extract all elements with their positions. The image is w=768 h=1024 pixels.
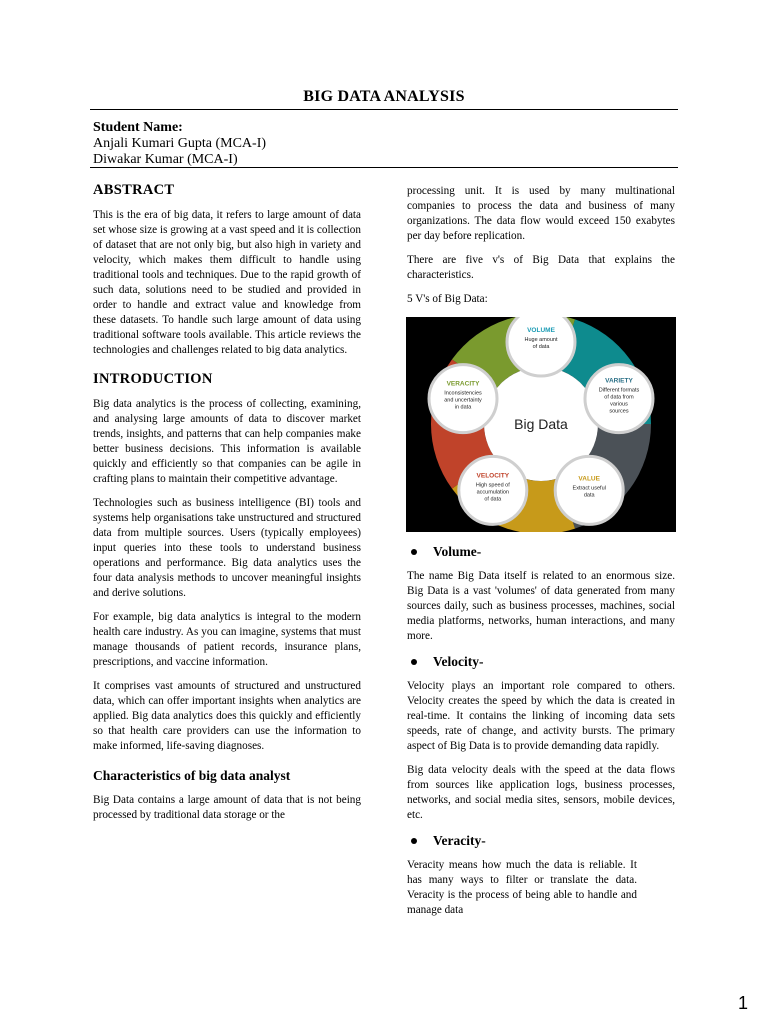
characteristics-text: Big Data contains a large amount of data that is not being processed by traditional data storage or the	[93, 794, 361, 821]
node-description: various	[610, 401, 628, 408]
node-description: sources	[609, 408, 629, 415]
diagram-node-velocity	[459, 456, 527, 524]
page-number: 1	[737, 993, 748, 1013]
section-paragraph: Veracity means how much the data is reliable. It has many ways to filter or translate the data. Veracity is the process of being able to handle and manage data	[407, 859, 637, 916]
node-title: VERACITY	[446, 380, 480, 388]
node-title: VELOCITY	[476, 472, 510, 480]
node-title: VARIETY	[605, 377, 633, 385]
node-description: Different formats	[598, 387, 640, 394]
intro-paragraph: For example, big data analytics is integral to the modern health care industry. As you can imagine, systems that must manage thousands of patient records, insurance plans, prescriptions, and vaccine information.	[93, 611, 361, 668]
right-column	[407, 184, 675, 927]
bullet-icon	[411, 549, 417, 555]
node-title: VOLUME	[527, 327, 555, 334]
section-paragraph: Big data velocity deals with the speed at the data flows from sources like application logs, business processes, networks, and social media sites, sensors, mobile devices, etc.	[407, 764, 675, 821]
node-description: in data	[454, 404, 472, 411]
section-heading-velocity	[407, 654, 675, 669]
node-description: data	[583, 492, 595, 499]
bullet-icon	[411, 659, 417, 665]
author-name: Anjali Kumari Gupta (MCA-I)	[93, 136, 267, 151]
intro-paragraph: Big data analytics is the process of collecting, examining, and analysing large amounts of data to discover market trends, insights, and patterns that can help companies make better business decisions. This information is available quickly and efficiently so that companies can be agile in crafting plans to maintain their competitive advantage.	[93, 398, 361, 485]
section-heading-volume	[407, 544, 675, 559]
intro-paragraph: It comprises vast amounts of structured and unstructured data, which can offer important insights when analytics are applied. Big data analytics does this quickly and efficiently so that health care providers can use the information to make informed, life-saving diagnoses.	[93, 680, 361, 752]
left-column	[93, 183, 361, 832]
node-description: accumulation	[476, 489, 510, 496]
abstract-text: This is the era of big data, it refers to large amount of data set whose size is growing at a vast speed and it is collection of dataset that are not only big, but also high in variety and velocity, which makes them difficult to handle using traditional tools and techniques. Due to the rapid growth of such data, solutions need to be studied and provided in order to handle and extract value and knowledge from these datasets. To handle such large amount of data using traditional software tools available. This article reviews the technologies and challenges related to big data analytics.	[93, 209, 361, 356]
node-description: of data from	[604, 394, 634, 401]
diagram-node-value	[555, 456, 623, 524]
bullet-icon	[411, 838, 417, 844]
five-vs-intro: There are five v's of Big Data that explains the characteristics.	[407, 254, 675, 281]
center-label: Big Data	[514, 416, 568, 432]
section-paragraph: The name Big Data itself is related to an enormous size. Big Data is a vast 'volumes' of data generated from many sources daily, such as business processes, machines, social media platforms, networks, human interactions, and many more.	[407, 570, 675, 642]
characteristics-heading: Characteristics of big data analyst	[93, 768, 291, 783]
node-title: VALUE	[578, 475, 600, 483]
section-paragraph: Velocity plays an important role compared to others. Velocity creates the speed by which the data is created in real-time. It contains the linking of incoming data sets speeds, rate of change, and activity bursts. The primary aspect of Big Data is to provide demanding data rapidly.	[407, 680, 675, 752]
student-name-label: Student Name:	[93, 120, 183, 135]
node-description: Extract useful	[572, 485, 606, 492]
diagram-node-veracity	[429, 365, 497, 433]
diagram-node-volume	[507, 317, 575, 376]
node-description: High speed of	[475, 482, 510, 489]
paper-title: BIG DATA ANALYSIS	[303, 88, 465, 105]
node-description: and uncertainty	[444, 397, 482, 404]
five-vs-svg	[406, 317, 676, 532]
author-rule	[90, 167, 678, 168]
abstract-heading: ABSTRACT	[93, 182, 175, 198]
five-vs-diagram	[406, 317, 676, 532]
node-description: of data	[532, 344, 550, 350]
node-description: Huge amount	[524, 337, 558, 343]
node-description: Inconsistencies	[444, 390, 482, 397]
section-title: Velocity-	[433, 654, 484, 669]
section-title: Volume-	[433, 544, 482, 559]
diagram-node-variety	[585, 365, 653, 433]
continuation-paragraph: processing unit. It is used by many multinational companies to process the data and business of many organizations. The data flow would exceed 150 exabytes per day before replication.	[407, 185, 675, 242]
intro-paragraph: Technologies such as business intelligence (BI) tools and systems help organisations take unstructured and structured data from multiple sources. Users (typically employees) input queries into these tools to understand business operations and performance. Big data analytics uses the four data analysis methods to uncover meaningful insights and derive solutions.	[93, 497, 361, 599]
introduction-heading: INTRODUCTION	[93, 371, 213, 387]
author-block	[93, 120, 266, 168]
node-description: of data	[484, 496, 502, 503]
title-rule	[90, 109, 678, 110]
author-name: Diwakar Kumar (MCA-I)	[93, 152, 238, 167]
figure-caption: 5 V's of Big Data:	[407, 293, 488, 305]
section-heading-veracity	[407, 833, 675, 848]
section-title: Veracity-	[433, 833, 486, 848]
